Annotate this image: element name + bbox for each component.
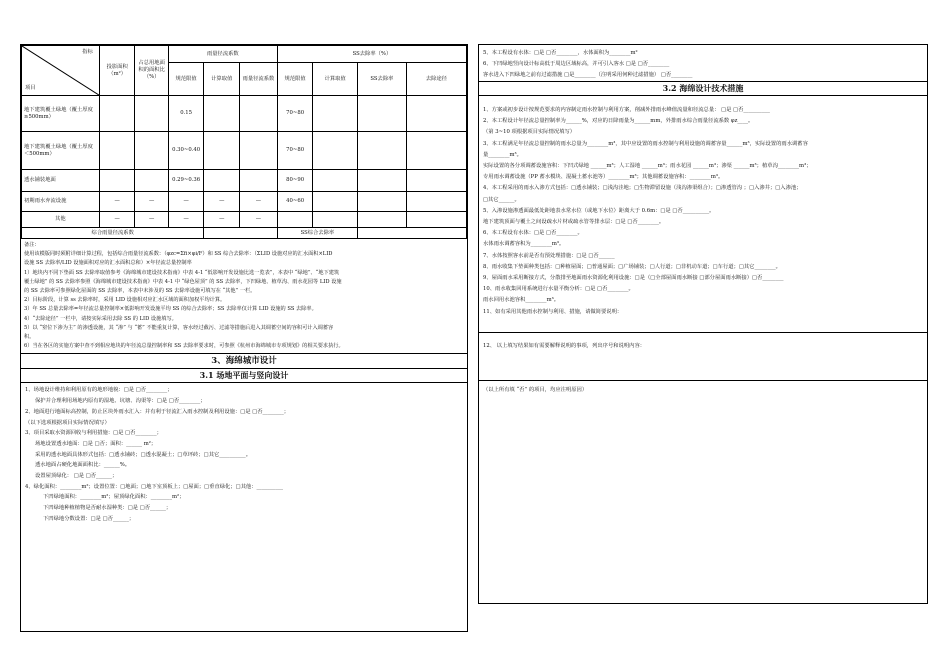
note-line: 覆土绿地” 的 SS 去除率参照《海绵城市建设技术指南》中表 4-1 中 “绿色屋顶” 的 SS 去除率，下凹绿地、植草沟、雨水花园等 LID 设施 [24, 278, 342, 285]
form-line[interactable]: 4、绿化面积：________m²；设置位置：□地面；□地下室顶板上；□屋面；□垂直绿化；□其他：__________ [25, 483, 284, 490]
header-item: 项目 [25, 85, 36, 92]
indicator-table [21, 45, 467, 239]
cell-ratio[interactable] [135, 170, 168, 192]
form-line[interactable]: 2、地面进行地面标高控制，防止区块外雨水汇入：并有利于径流汇入雨水控制及利用设施：□是 □否________； [25, 408, 290, 415]
form-line[interactable]: 10、雨水收集回用系统进行水量平衡分析：□是 □否________。 [483, 286, 634, 293]
cell-route[interactable] [406, 96, 466, 132]
cell-ss-rate[interactable] [357, 192, 406, 212]
form-line[interactable]: 11、如有采用其他雨水控制与利用、措施，请做简要说明： [483, 308, 623, 315]
form-line[interactable]: 场地设置透水地面：□是 □否；面积：______ m²； [35, 440, 157, 447]
form-line[interactable]: 7、水体按照客水前是否有预处理措施：□是 □否______ [483, 252, 615, 259]
table-row [22, 212, 467, 228]
note-line: 3）年 SS 总量去除率=年径流总量控制率×低影响开发设施平均 SS 的综合去除率；SS 去除率仅计算 LID 设施的 SS 去除率。 [24, 306, 317, 313]
cell-norm: 0.29~0.36 [168, 170, 204, 192]
row-name: 地下建筑覆土绿地（覆土厚度＜500mm） [22, 132, 100, 170]
table-row [22, 96, 467, 132]
cell-ratio: — [135, 192, 168, 212]
cell-norm: — [168, 212, 204, 228]
cell-ss-norm: 70~80 [277, 96, 313, 132]
header-norm: 规范限值 [168, 63, 204, 96]
row-name: 其他 [22, 212, 100, 228]
cell-area: — [99, 212, 135, 228]
header-ratio: 占总用地面积的面积比（%） [135, 46, 168, 96]
header-route: 去除途径 [406, 63, 466, 96]
cell-ss-calc[interactable] [313, 192, 358, 212]
note-line: 的 SS 去除率可参照绿化屋面的 SS 去除率，本表中未涉及的 SS 去除率设施可填写在 “其他” 一栏。 [24, 288, 256, 295]
form-line[interactable]: 8、雨水收集下垫面种类包括：□种植屋面；□普通屋面；□广场铺装；□人行道；□非机动车道；□车行道；□其它________。 [483, 263, 781, 270]
row-name: 透水铺装地面 [22, 170, 100, 192]
cell-ratio: — [135, 212, 168, 228]
header-weighted: 雨量径流系数 [240, 63, 278, 96]
diagonal-header-cell [22, 46, 100, 96]
cell-weighted[interactable] [240, 170, 278, 192]
cell-weighted: — [240, 192, 278, 212]
form-line: （第 3~10 项根据项目实际情况填写） [483, 129, 576, 136]
form-line[interactable]: 6、本工程设有水体：□是 □否________。 [483, 230, 583, 237]
note-line: 4）“去除途径” 一栏中，请按实际采用去除 SS 的 LID 设施填写。 [24, 315, 177, 322]
header-area: 投影面积（m²） [99, 46, 135, 96]
note-line: 2）目标阶段，计算 ss 去除率时，采用 LID 设施相对应汇水区域的面积加权平均计算。 [24, 297, 226, 304]
cell-ss-rate[interactable] [357, 96, 406, 132]
section-3-2-body [479, 96, 927, 399]
note-line: 备注： [24, 242, 40, 248]
form-line[interactable]: 采用的透水地面具体形式包括：□透水铺砖；□透水混凝土；□草坪砖；□其它__________。 [35, 451, 252, 458]
form-line[interactable]: 透水地面占硬化地面面积比：______%。 [35, 462, 131, 469]
header-ss-calc: 计算取值 [313, 63, 358, 96]
form-line[interactable]: 专用雨水调蓄设施（PP 蓄水模块、混凝土蓄水池等）________m³；其他调蓄设施容积：________m³。 [483, 174, 724, 181]
form-line[interactable]: 量________m³。 [483, 151, 522, 158]
note-line: 积。 [24, 334, 35, 341]
cell-norm: 0.15 [168, 96, 204, 132]
form-line: （以下选项根据项目实际情况填写） [25, 419, 110, 426]
cell-calc[interactable] [204, 96, 240, 132]
right-page [478, 44, 928, 604]
cell-ss-calc[interactable] [313, 212, 358, 228]
form-line[interactable]: □其它______。 [483, 196, 520, 203]
header-ss-group: SS去除率（%） [277, 46, 466, 63]
cell-calc: — [204, 192, 240, 212]
cell-ss-rate[interactable] [357, 132, 406, 170]
cell-area: — [99, 192, 135, 212]
cell-route[interactable] [406, 170, 466, 192]
cell-area[interactable] [99, 170, 135, 192]
cell-route[interactable] [406, 192, 466, 212]
form-line[interactable]: 保护并合理利用场地内原有的湿地、坑塘、沟渠等：□是 □否________； [35, 398, 206, 405]
header-ss-norm: 规范限值 [277, 63, 313, 96]
note-line: 使用该模版同时须附详细计算过程，包括综合雨量径流系数：（φzc=Σfi×φi/F）和 SS 综合去除率：（ΣLID 设施对应的汇水面积×LID [24, 251, 333, 258]
cell-ss-norm[interactable] [277, 212, 313, 228]
cell-weighted[interactable] [240, 132, 278, 170]
cell-norm: 0.30~0.40 [168, 132, 204, 170]
cell-ss-norm: 70~80 [277, 132, 313, 170]
total-runoff-label: 综合雨量径流系数 [22, 228, 204, 239]
form-line[interactable]: 雨水回用水池容积________m³。 [483, 297, 560, 304]
form-line[interactable]: 5、入渗设施渗透面最低处距地表水常水位（或地下水位）距离大于 0.6m：□是 □否__________。 [483, 207, 715, 214]
cell-ratio[interactable] [135, 132, 168, 170]
cell-ratio[interactable] [135, 96, 168, 132]
form-line[interactable]: 下凹绿地分数设置：□是 □否______； [43, 515, 135, 522]
cell-route[interactable] [406, 212, 466, 228]
cell-calc: — [204, 212, 240, 228]
header-calc: 计算取值 [204, 63, 240, 96]
cell-norm: — [168, 192, 204, 212]
form-line[interactable]: 水体雨水调蓄容积为________m³。 [483, 241, 565, 248]
total-ss-label: SS综合去除率 [277, 228, 357, 239]
cell-ss-norm: 40~60 [277, 192, 313, 212]
section-3-1-body [21, 383, 467, 526]
cell-ss-calc[interactable] [313, 132, 358, 170]
cell-calc[interactable] [204, 170, 240, 192]
form-line[interactable]: 客水进入下凹绿地之前有过滤措施 □是________（注明采用何种过滤措施） □否________ [483, 72, 693, 78]
note-line: 6）当在各区的实施方案中查不到相应地块的年径流总量控制率和 SS 去除率要求时，可参照《杭州市海绵城市专项规划》的相关要求执行。 [24, 343, 344, 350]
form-line[interactable]: 2、本工程设计年径流总量控制率为______%，对应的日降雨量为______mm，外排雨水综合雨量径流系数 φz____。 [483, 118, 754, 125]
total-ss-value[interactable] [357, 228, 466, 239]
form-line[interactable]: 9、屋面雨水采用断接方式，分散排至地面雨水资源化利用设施：□是（□全部屋面雨水断接 □部分屋面雨水断接）□否________ [483, 275, 784, 282]
form-line[interactable]: 5、本工程设有水体：□是 □否________，水体面积为________m² [483, 50, 638, 56]
cell-area[interactable] [99, 132, 135, 170]
table-total-row [22, 228, 467, 239]
left-page [20, 44, 468, 632]
cell-route[interactable] [406, 132, 466, 170]
section-3-2-title: 3.2 海绵设计技术措施 [479, 81, 927, 96]
form-line[interactable]: 下凹绿地种植植物是否耐水湿种类：□是 □否______； [43, 505, 172, 512]
header-ss-rate: SS去除率 [357, 63, 406, 96]
form-line[interactable]: 1、方案或初步设计按规范要求的内容制定雨水控制与利用方案，削减外排雨水峰值流量和径流总量： □是 □否__________ [483, 107, 770, 113]
form-line[interactable]: 6、下凹绿地竖向设计标高低于周边区域标高，并可引入客水 □是 □否________ [483, 61, 670, 67]
form-line[interactable]: 地下建筑顶面与覆土之间设疏水片材或疏水管等排水层：□是 □否________。 [483, 219, 665, 226]
form-line[interactable]: 3、项目采取水资源回收与利用措施：□是 □否________； [25, 430, 162, 437]
cell-area[interactable] [99, 96, 135, 132]
note-bottom: （以上所有填 “否” 的项目，均应注明原因） [483, 387, 588, 394]
row-name: 地下建筑覆土绿地（覆土厚度≥500mm） [22, 96, 100, 132]
header-indicator: 指标 [82, 49, 93, 55]
note-line: 设施 SS 去除率/LID 设施面积对应的汇水面积总和）×年径流总量控制率 [24, 260, 192, 267]
cell-ss-rate[interactable] [357, 170, 406, 192]
right-top-block [479, 45, 927, 81]
table-row [22, 170, 467, 192]
table-row [22, 132, 467, 170]
cell-ss-norm: 80~90 [277, 170, 313, 192]
section-3-title: 3、海绵城市设计 [21, 354, 467, 369]
form-line[interactable]: 设置屋顶绿化： □是 □否______； [35, 473, 118, 480]
notes-block [21, 239, 467, 354]
cell-ss-calc[interactable] [313, 170, 358, 192]
table-row [22, 192, 467, 212]
divider [479, 332, 927, 333]
cell-ss-rate[interactable] [357, 212, 406, 228]
form-line[interactable]: 1、场地设计维持和利用原有的地形地貌：□是 □否________； [25, 387, 173, 394]
cell-calc[interactable] [204, 132, 240, 170]
total-runoff-value[interactable] [204, 228, 277, 239]
form-line[interactable]: 4、本工程采用的雨水入渗方式包括：□透水铺装；□浅沟洼地；□生物滞留设施（浅沟渗渠组合）；□渗透管沟 ；□入渗井；□入渗池； [483, 185, 802, 192]
form-line[interactable]: 实际设置的各分项调蓄设施容积：下凹式绿地 ______m³；人工湿地 ______m³；雨水花园 ______m³；渗渠 ______m³；植草沟________m³； [483, 163, 812, 170]
note-line: 5）以 “窒位下渗为主” 的渗透设施，其 “渗” 与 “蓄” 不能重复计算，客水经过截污、过滤等措施后进入其调蓄空间的容积可计入调蓄容 [24, 324, 334, 331]
cell-weighted[interactable] [240, 96, 278, 132]
row-name: 初期雨水弃流设施 [22, 192, 100, 212]
note-line: 1）地块内不同下垫面 SS 去除率取值参考《海绵城市建设技术指南》中表 4-1 “低影响开发设施比选一览表”，本表中 “绿地”、“地下建筑 [24, 269, 340, 276]
divider [479, 380, 927, 381]
header-runoff-group: 雨量径流系数 [168, 46, 277, 63]
form-line[interactable]: 3、本工程满足年径流总量控制的雨水总量为________m³，其中应设置的雨水控制与利用设施的调蓄容量______m³，实际设置的雨水调蓄容 [483, 140, 808, 147]
note-12[interactable]: 12、 以上填写结果如有需要解释说明的事项，列出序号和说明内容： [483, 342, 646, 349]
form-line[interactable]: 下凹绿地面积：________m²；屋顶绿化面积：________m²； [43, 494, 185, 501]
section-3-1-title: 3.1 场地平面与竖向设计 [21, 369, 467, 383]
cell-weighted: — [240, 212, 278, 228]
cell-ss-calc[interactable] [313, 96, 358, 132]
